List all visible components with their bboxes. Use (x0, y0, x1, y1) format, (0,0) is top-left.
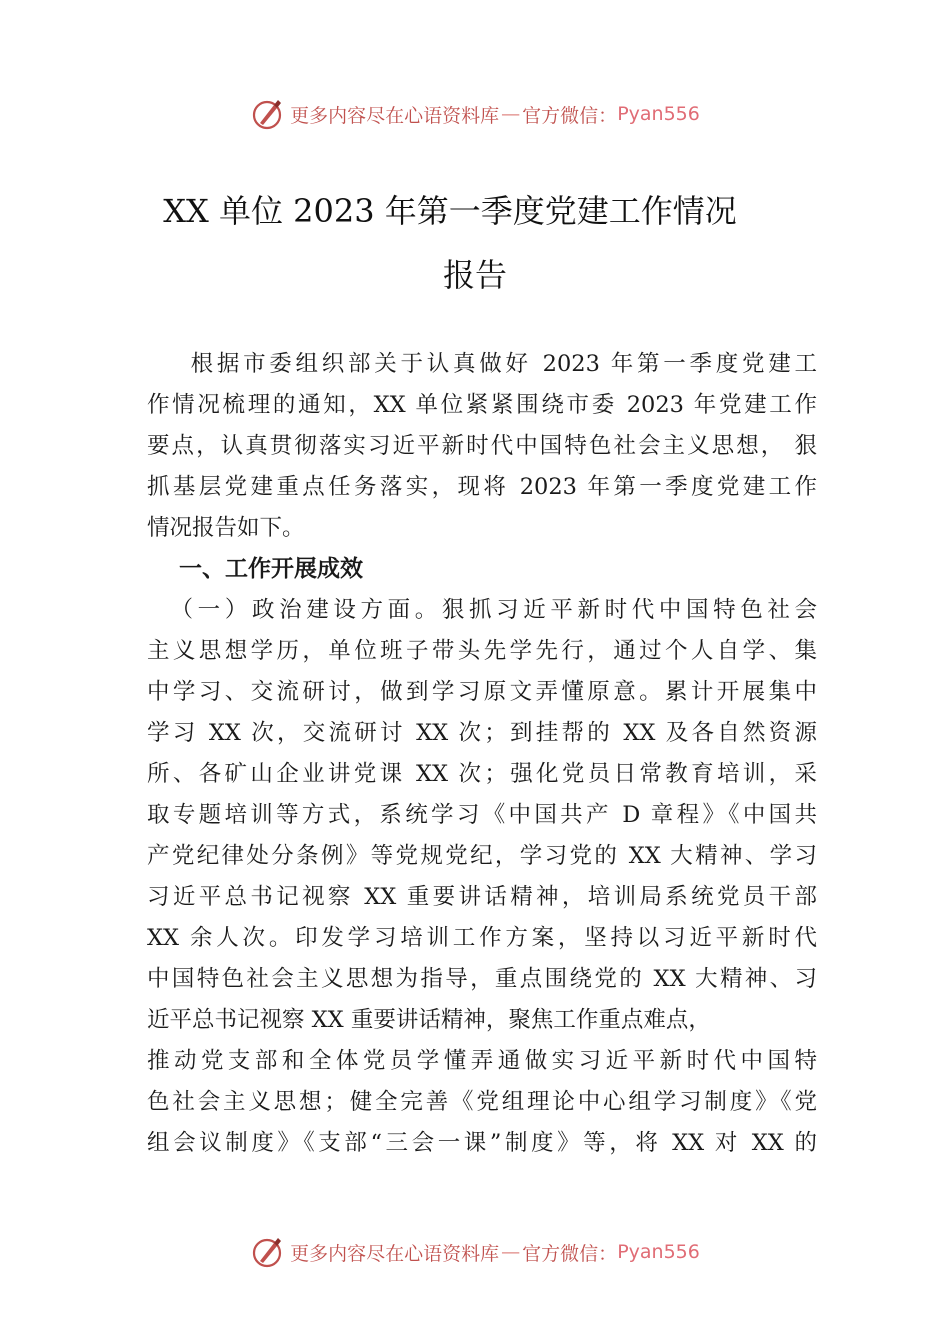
paragraph-line: 抓基层党建重点任务落实，现将 2023 年第一季度党建工作 (147, 474, 817, 500)
document-body (147, 344, 817, 1164)
banner-text: 更多内容尽在心语资料库 (290, 1242, 500, 1265)
banner-wechat-label: 官方微信： (522, 1242, 618, 1265)
paragraph-line: 习近平总书记视察 XX 重要讲话精神，培训局系统党员干部 (147, 884, 817, 910)
paragraph-line: 推动党支部和全体党员学懂弄通做实习近平新时代中国特 (147, 1048, 817, 1074)
paragraph-line: 根据市委组织部关于认真做好 2023 年第一季度党建工 (147, 351, 817, 377)
footer-banner (0, 1232, 950, 1272)
section-heading: 一、工作开展成效 (147, 556, 364, 582)
paragraph-line: 中国特色社会主义思想为指导，重点围绕党的 XX 大精神、习 (147, 966, 817, 992)
paragraph-line: （一）政治建设方面。狠抓习近平新时代中国特色社会 (147, 597, 817, 623)
banner-separator: — (501, 103, 521, 125)
paragraph-line: 主义思想学历，单位班子带头先学先行，通过个人自学、集 (147, 638, 817, 664)
document-title-line-2: 报告 (442, 256, 507, 294)
banner-wechat-label: 官方微信： (522, 104, 618, 127)
paragraph-line: 取专题培训等方式，系统学习《中国共产 D 章程》《中国共 (147, 802, 817, 828)
banner-account: Pyan556 (617, 1241, 700, 1263)
paragraph-line: XX 余人次。印发学习培训工作方案，坚持以习近平新时代 (147, 925, 817, 951)
paragraph-line: 中学习、交流研讨，做到学习原文弄懂原意。累计开展集中 (147, 679, 817, 705)
document-title-line-1: XX 单位 2023 年第一季度党建工作情况 (163, 192, 737, 230)
paragraph-line: 情况报告如下。 (147, 515, 305, 541)
pen-logo-icon (250, 1235, 284, 1269)
pen-logo-icon (250, 97, 284, 131)
paragraph-line: 近平总书记视察 XX 重要讲话精神，聚焦工作重点难点， (147, 1007, 711, 1033)
paragraph-line: 要点，认真贯彻落实习近平新时代中国特色社会主义思想， 狠 (147, 433, 817, 459)
banner-text: 更多内容尽在心语资料库 (290, 104, 500, 127)
banner-account: Pyan556 (617, 103, 700, 125)
paragraph-line: 产党纪律处分条例》等党规党纪，学习党的 XX 大精神、学习 (147, 843, 817, 869)
header-banner (0, 94, 950, 134)
paragraph-line: 组会议制度》《支部“三会一课”制度》等，将 XX 对 XX 的 (147, 1130, 817, 1156)
paragraph-line: 所、各矿山企业讲党课 XX 次；强化党员日常教育培训，采 (147, 761, 817, 787)
paragraph-line: 色社会主义思想；健全完善《党组理论中心组学习制度》《党 (147, 1089, 817, 1115)
paragraph-line: 作情况梳理的通知，XX 单位紧紧围绕市委 2023 年党建工作 (147, 392, 817, 418)
paragraph-line: 学习 XX 次，交流研讨 XX 次；到挂帮的 XX 及各自然资源 (147, 720, 817, 746)
banner-separator: — (501, 1241, 521, 1263)
